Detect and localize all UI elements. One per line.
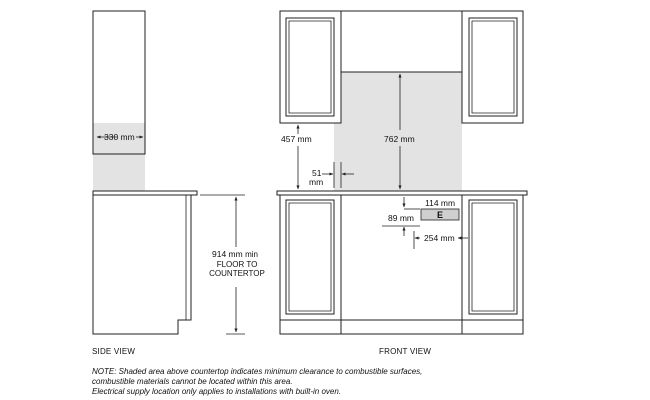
side-height-label-line1 (212, 249, 258, 259)
front-left-clearance-shade (334, 123, 341, 191)
dim-254-label: 254 mm (424, 233, 455, 243)
front-right-lower-door (469, 200, 517, 314)
note-line-3: Electrical supply location only applies to installations with built-in oven. (92, 387, 342, 396)
front-countertop (277, 191, 527, 195)
side-height-label-line3: COUNTERTOP (209, 269, 265, 278)
front-view-title: FRONT VIEW (379, 347, 432, 356)
front-left-upper-door-panel (289, 21, 331, 113)
dim-762-label: 762 mm (384, 134, 415, 144)
front-center-clearance-shade (341, 72, 462, 191)
electrical-supply-marker: E (437, 210, 444, 220)
note-line-2: combustible materials cannot be located within this area. (92, 377, 293, 386)
side-height-suffix: min (245, 250, 258, 259)
front-right-lower-door-panel (472, 203, 514, 311)
front-left-upper-door (286, 18, 334, 116)
side-depth-label: 330 mm (104, 132, 135, 142)
dim-51-value: 51 (312, 168, 322, 178)
side-countertop (93, 191, 197, 195)
dim-51-unit: mm (309, 177, 324, 187)
dim-114-label: 114 mm (425, 198, 456, 208)
side-lower-cabinet (93, 195, 191, 334)
front-right-upper-door (469, 18, 517, 116)
front-view (277, 11, 527, 356)
side-height-value: 914 mm (212, 249, 243, 259)
note-line-1: NOTE: Shaded area above countertop indicates minimum clearance to combustible surfaces, (92, 367, 423, 376)
front-left-lower-door (286, 200, 334, 314)
front-center-upper-cabinet (341, 11, 462, 72)
side-view-title: SIDE VIEW (92, 347, 136, 356)
dim-457-label: 457 mm (281, 134, 312, 144)
front-left-lower-door-panel (289, 203, 331, 311)
side-height-label-line2: FLOOR TO (216, 260, 258, 269)
side-view (92, 11, 265, 356)
dim-89-label: 89 mm (388, 213, 414, 223)
front-right-upper-door-panel (472, 21, 514, 113)
